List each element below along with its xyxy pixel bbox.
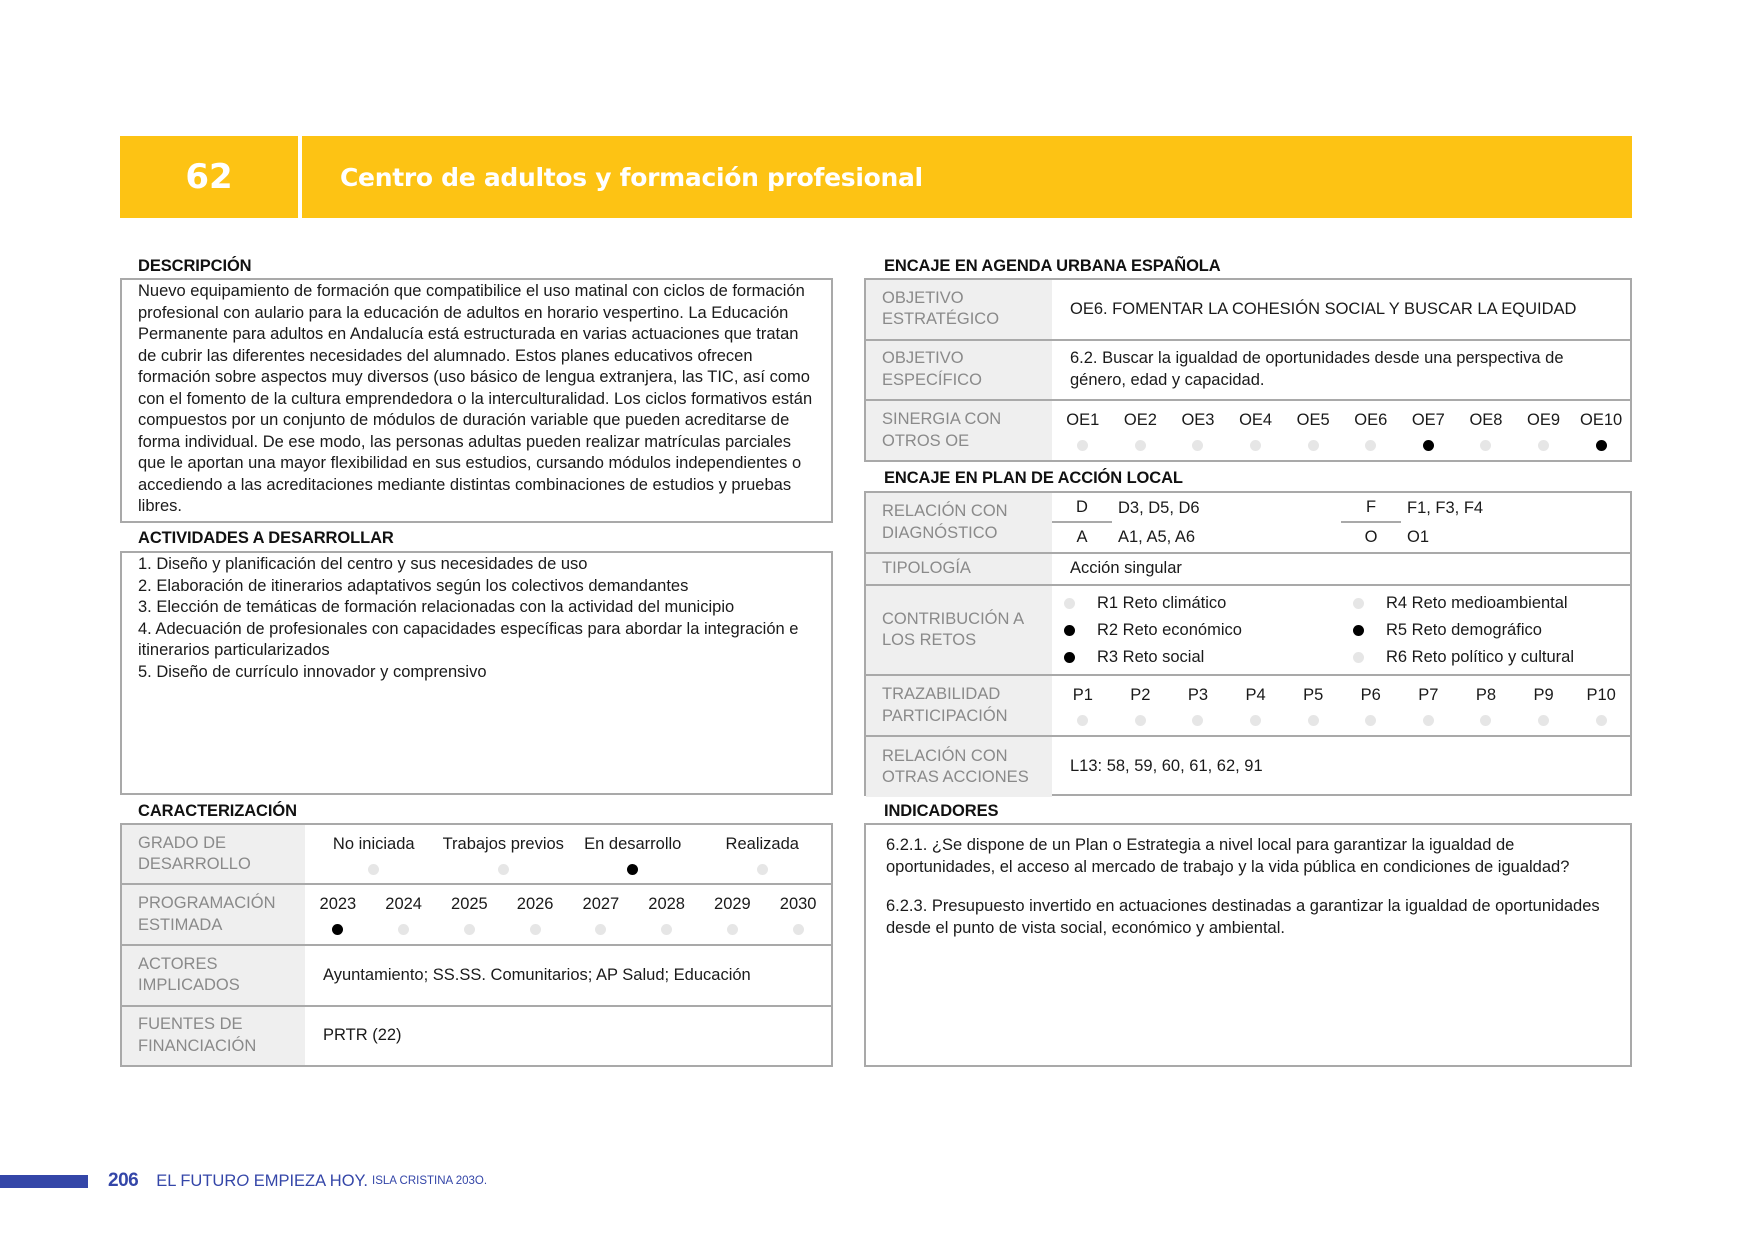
grado-option [698,834,828,875]
tipologia-label: TIPOLOGÍA [866,553,1052,585]
sinergia-row [866,400,1630,460]
participacion-option-label: P8 [1475,686,1497,704]
reto-label: R4 Reto medioambiental [1386,593,1568,612]
empty-dot-icon [1308,440,1319,451]
footer-brand [156,1172,368,1191]
diag-key-f: F [1341,494,1401,523]
participacion-option-label: P1 [1072,686,1093,704]
plan-local-table [864,491,1632,796]
oe-option [1457,410,1515,451]
oe-option [1284,410,1342,451]
empty-dot-icon [1064,598,1075,609]
page-number: 206 [108,1170,139,1191]
empty-dot-icon [1423,715,1434,726]
grado-option [568,834,698,875]
actores-value: Ayuntamiento; SS.SS. Comunitarios; AP Salud; Educación [305,945,831,1006]
participacion-option [1342,685,1400,726]
empty-dot-icon [1077,715,1088,726]
filled-dot-icon [1596,440,1607,451]
empty-dot-icon [1538,440,1549,451]
filled-dot-icon [1423,440,1434,451]
indicador-item: 6.2.1. ¿Se dispone de un Plan o Estrategia a nivel local para garantizar la igualdad de oportunidades, el acceso al mercado de trabajo y la vida pública en condiciones de igualdad? [886,836,1570,876]
objetivo-especifico-value: 6.2. Buscar la igualdad de oportunidades desde una perspectiva de género, edad y capacidad. [1052,340,1630,401]
reto-item [1052,648,1341,667]
participacion-option [1284,685,1342,726]
empty-dot-icon [1135,440,1146,451]
tipologia-row [866,553,1630,585]
caracterizacion-heading: CARACTERIZACIÓN [138,802,297,820]
year-option [305,894,371,935]
brand-italic-o: O [236,1171,250,1190]
participacion-option-label: P9 [1533,686,1554,704]
participacion-option-label: P10 [1586,686,1616,704]
empty-dot-icon [1353,652,1364,663]
empty-dot-icon [498,864,509,875]
otras-acciones-label: RELACIÓN CON OTRAS ACCIONES [866,736,1052,797]
participacion-option-label: P3 [1187,686,1209,704]
oe-option-label: OE4 [1239,411,1273,430]
oe-option [1112,410,1170,451]
empty-dot-icon [1365,715,1376,726]
tipologia-value: Acción singular [1052,553,1630,585]
actividad-item: 4. Adecuación de profesionales con capacidades específicas para abordar la integración e itinerarios particularizados [138,619,799,659]
page-footer [0,1170,488,1191]
participacion-option-label: P2 [1130,686,1151,704]
action-title: Centro de adultos y formación profesional [340,162,923,192]
grado-option-label: No iniciada [332,834,415,853]
diag-value-f: F1, F3, F4 [1407,498,1484,517]
action-header [120,136,1632,218]
diagnostico-grid [1052,494,1630,552]
grado-option [309,834,439,875]
year-option [765,894,831,935]
empty-dot-icon [757,864,768,875]
empty-dot-icon [1480,715,1491,726]
empty-dot-icon [1480,440,1491,451]
participacion-option [1457,685,1515,726]
objetivo-estrategico-row [866,280,1630,340]
actividad-item: 1. Diseño y planificación del centro y sus necesidades de uso [138,555,588,573]
year-option [371,894,437,935]
empty-dot-icon [1250,715,1261,726]
participacion-option-label: P7 [1418,686,1439,704]
retos-label: CONTRIBUCIÓN A LOS RETOS [866,585,1052,675]
participacion-option-label: P4 [1245,686,1266,704]
reto-item [1052,621,1341,640]
empty-dot-icon [1596,715,1607,726]
diagnostico-label: RELACIÓN CON DIAGNÓSTICO [866,493,1052,553]
oe-option [1169,410,1227,451]
empty-dot-icon [793,924,804,935]
objetivo-estrategico-label: OBJETIVO ESTRATÉGICO [866,280,1052,340]
sinergia-options [1054,410,1630,451]
empty-dot-icon [464,924,475,935]
reto-label: R1 Reto climático [1097,593,1227,612]
oe-option [1054,410,1112,451]
year-option-label: 2024 [385,895,422,914]
participacion-option [1572,685,1630,726]
empty-dot-icon [1135,715,1146,726]
year-option-label: 2025 [451,895,488,914]
descripcion-text: Nuevo equipamiento de formación que compatibilice el uso matinal con ciclos de formación profesional con aulario para la educación de adultos en horario vespertino. La Educación Permanente para adultos en Andalucía está estructurada en varias actuaciones que tratan de cubrir las diferentes necesidades del alumnado. Estos planes educativos ofrecen formación sobre aspectos muy diversos (uso básico de lengua extranjera, las TIC, así como con el fomento de la cultura emprendedora o la interculturalidad. Los ciclos formativos están compuestos por un conjunto de módulos de duración variable que pueden acreditarse de forma individual. De ese modo, las personas adultas pueden realizar matrículas parciales que le aportan una mayor flexibilidad en sus estudios, cursando módulos independientes o accediendo a las acreditaciones mediante distintas combinaciones de estudios y pruebas libres. [138,282,813,515]
oe-option-label: OE10 [1580,411,1623,430]
indicador-item: 6.2.3. Presupuesto invertido en actuaciones destinadas a garantizar la igualdad de oportunidades desde el punto de vista social, económico y ambiental. [886,897,1600,937]
indicadores-heading: INDICADORES [884,802,999,820]
reto-label: R2 Reto económico [1097,620,1242,639]
year-option [568,894,634,935]
action-number: 62 [120,136,302,218]
oe-option-label: OE9 [1527,411,1561,430]
oe-option-label: OE2 [1123,411,1157,430]
footer-subtitle: ISLA CRISTINA 203O. [372,1175,488,1187]
oe-option-label: OE1 [1066,411,1100,430]
actividad-item: 3. Elección de temáticas de formación relacionadas con la actividad del municipio [138,598,735,616]
reto-item [1341,621,1630,640]
diag-value-d: D3, D5, D6 [1118,498,1200,517]
reto-item [1341,648,1630,667]
filled-dot-icon [1353,625,1364,636]
reto-label: R5 Reto demográfico [1386,620,1542,639]
participacion-option [1112,685,1170,726]
empty-dot-icon [595,924,606,935]
grado-row [122,825,831,884]
year-option-label: 2027 [582,895,620,914]
filled-dot-icon [1064,625,1075,636]
objetivo-especifico-label: OBJETIVO ESPECÍFICO [866,340,1052,401]
reto-label: R6 Reto político y cultural [1386,647,1575,666]
oe-option [1342,410,1400,451]
fuentes-value: PRTR (22) [305,1006,831,1065]
trazabilidad-options [1054,685,1630,726]
caracterizacion-table [120,823,833,1067]
year-option [634,894,700,935]
empty-dot-icon [1077,440,1088,451]
empty-dot-icon [1192,715,1203,726]
grado-option-label: En desarrollo [584,834,682,853]
descripcion-heading: DESCRIPCIÓN [138,257,252,275]
diag-key-d: D [1052,494,1112,523]
actores-label: ACTORES IMPLICADOS [122,945,305,1006]
participacion-option [1515,685,1573,726]
year-option-label: 2026 [516,895,554,914]
grado-option [439,834,569,875]
empty-dot-icon [1192,440,1203,451]
diag-key-o: O [1364,527,1378,546]
empty-dot-icon [661,924,672,935]
filled-dot-icon [1064,652,1075,663]
year-option [700,894,766,935]
reto-item [1341,594,1630,613]
oe-option-label: OE5 [1296,411,1330,430]
objetivo-estrategico-value: OE6. FOMENTAR LA COHESIÓN SOCIAL Y BUSCAR LA EQUIDAD [1070,299,1577,318]
empty-dot-icon [1538,715,1549,726]
agenda-urbana-heading: ENCAJE EN AGENDA URBANA ESPAÑOLA [884,257,1221,275]
indicadores-box [864,823,1632,1067]
empty-dot-icon [368,864,379,875]
grado-option-label: Realizada [725,834,799,853]
retos-grid [1052,590,1630,671]
participacion-option [1227,685,1285,726]
empty-dot-icon [1353,598,1364,609]
diagnostico-row [866,493,1630,553]
descripcion-box [120,278,833,523]
oe-option-label: OE3 [1181,411,1215,430]
year-option-label: 2028 [648,895,685,914]
year-option [437,894,503,935]
participacion-option-label: P6 [1360,686,1381,704]
actividad-item: 2. Elaboración de itinerarios adaptativos según los colectivos demandantes [138,576,689,595]
grado-options [309,834,827,875]
oe-option [1572,410,1630,451]
programacion-label: PROGRAMACIÓN ESTIMADA [122,884,305,945]
year-option [502,894,568,935]
year-option-label: 2029 [714,895,751,914]
plan-local-heading: ENCAJE EN PLAN DE ACCIÓN LOCAL [884,469,1183,487]
brand-part: EL FUTUR [156,1171,237,1190]
fuentes-label: FUENTES DE FINANCIACIÓN [122,1006,305,1065]
diag-value-o: O1 [1407,527,1430,546]
trazabilidad-label: TRAZABILIDAD PARTICIPACIÓN [866,675,1052,736]
fuentes-row [122,1006,831,1065]
sinergia-label: SINERGIA CON OTROS OE [866,400,1052,460]
diag-value-a: A1, A5, A6 [1118,527,1196,546]
diag-key-a: A [1076,527,1088,546]
actividad-item: 5. Diseño de currículo innovador y comprensivo [138,662,487,681]
reto-label: R3 Reto social [1097,647,1205,666]
participacion-option [1400,685,1458,726]
filled-dot-icon [332,924,343,935]
programacion-row [122,884,831,945]
empty-dot-icon [530,924,541,935]
oe-option [1400,410,1458,451]
otras-acciones-row [866,736,1630,797]
oe-option [1227,410,1285,451]
grado-label: GRADO DE DESARROLLO [122,825,305,884]
year-option-label: 2023 [319,895,357,914]
empty-dot-icon [398,924,409,935]
actividades-heading: ACTIVIDADES A DESARROLLAR [138,529,394,547]
retos-row [866,585,1630,675]
brand-part: EMPIEZA HOY. [249,1171,369,1190]
empty-dot-icon [1308,715,1319,726]
programacion-years [305,894,831,935]
participacion-option-label: P5 [1303,686,1324,704]
actores-row [122,945,831,1006]
footer-bar [0,1175,88,1188]
oe-option-label: OE7 [1411,411,1445,430]
empty-dot-icon [1250,440,1261,451]
empty-dot-icon [1365,440,1376,451]
reto-item [1052,594,1341,613]
agenda-urbana-table [864,278,1632,462]
grado-option-label: Trabajos previos [442,834,564,853]
participacion-option [1054,685,1112,726]
actividades-box [120,551,833,795]
otras-acciones-value: L13: 58, 59, 60, 61, 62, 91 [1052,736,1630,797]
oe-option-label: OE8 [1469,411,1503,430]
trazabilidad-row [866,675,1630,736]
oe-option-label: OE6 [1354,411,1388,430]
oe-option [1515,410,1573,451]
objetivo-especifico-row [866,340,1630,401]
participacion-option [1169,685,1227,726]
year-option-label: 2030 [779,895,817,914]
filled-dot-icon [627,864,638,875]
empty-dot-icon [727,924,738,935]
